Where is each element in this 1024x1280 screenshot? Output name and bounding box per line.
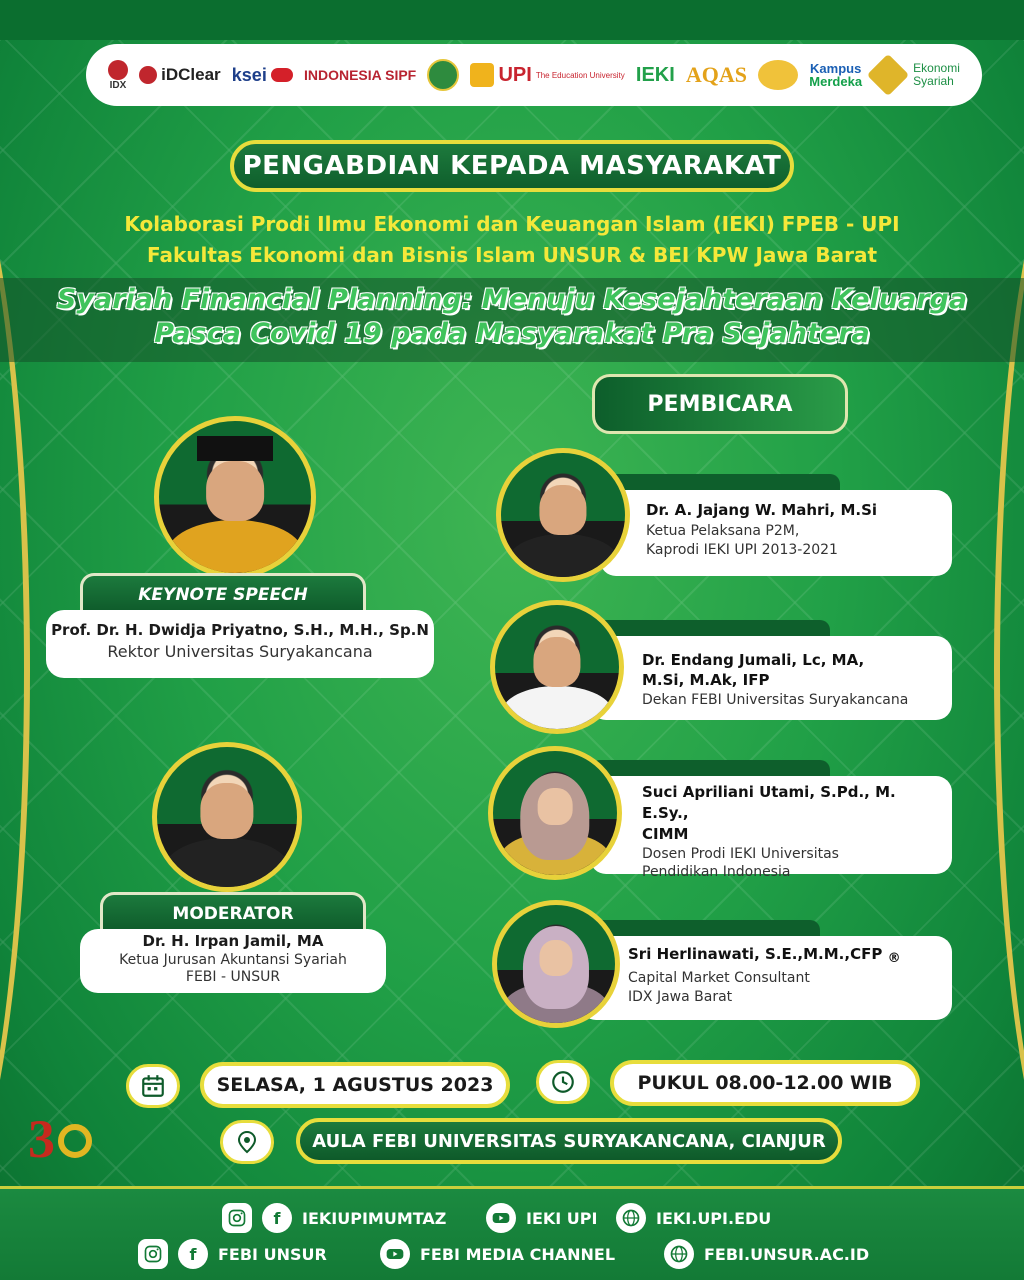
upi-logo-subtitle: The Education University [535,70,625,80]
keynote-photo-body [167,520,304,578]
moderator-photo-head [200,783,253,839]
speaker-3-name: Suci Apriliani Utami, S.Pd., M. E.Sy., [642,783,896,822]
speaker-4-role-line-1: Capital Market Consultant [628,969,810,986]
moderator-photo-body [164,838,290,892]
ieki-logo [636,64,675,87]
program-title: PENGABDIAN KEPADA MASYARAKAT [230,140,794,192]
instagram-icon [138,1239,168,1269]
ksei-logo [232,65,293,86]
speaker-3-role-line-1: Dosen Prodi IEKI Universitas [642,846,839,862]
idclear-logo [139,65,221,85]
speaker-1-photo-head [539,485,586,535]
speaker-2-card [590,636,952,720]
registered-mark: ® [887,951,901,966]
ksei-logo-text: ksei [231,64,267,85]
instagram-icon-svg [143,1244,163,1264]
globe-icon-svg [621,1208,641,1228]
globe-icon [664,1239,694,1269]
syariah-logo-text: Syariah [913,74,954,88]
anniversary-ring-icon [58,1124,92,1158]
speaker-4-photo-head [539,940,572,975]
idclear-mark-icon [139,66,157,84]
speaker-1-card [600,490,952,576]
moderator-role-line-2: FEBI - UNSUR [185,968,281,985]
moderator-card [80,929,386,993]
ieki-social-text: IEKIUPIMUMTAZ [302,1208,447,1228]
febi-social-text: FEBI UNSUR [218,1244,327,1264]
speaker-1-role-line-1: Ketua Pelaksana P2M, [646,522,800,539]
upi-logo [470,63,624,87]
ekonomi-syariah-logo [873,60,960,90]
speaker-2-photo-head [533,637,580,687]
youtube-icon-svg [491,1208,511,1228]
upi-logo-text: UPI [498,63,532,86]
sipf-logo-text: INDONESIA SIPF [303,67,417,83]
speaker-1-photo [496,448,630,582]
kampus-logo-text: Kampus [810,61,862,76]
event-place: AULA FEBI UNIVERSITAS SURYAKANCANA, CIANJUR [296,1118,842,1164]
moderator-role-line-1: Ketua Jurusan Akuntansi Syariah [119,952,347,968]
keynote-name: Prof. Dr. H. Dwidja Priyatno, S.H., M.H., Sp.N [51,621,429,639]
globe-icon [616,1203,646,1233]
calendar-icon [126,1064,180,1108]
ieki-youtube-link[interactable] [486,1203,597,1233]
kampus-merdeka-logo [809,62,862,88]
globe-icon-svg [669,1244,689,1264]
graduation-cap-icon [197,436,273,460]
ieki-website-text: IEKI.UPI.EDU [656,1208,772,1228]
speaker-3-role-line-2: Pendidikan Indonesia [642,864,791,881]
speaker-3-photo-head [538,788,573,825]
anniversary-emblem [24,1090,124,1176]
social-footer [0,1186,1024,1280]
unggul-badge-icon [758,60,798,90]
ieki-website-link[interactable] [616,1203,771,1233]
idclear-logo-text: iDClear [161,65,221,84]
speakers-label: PEMBICARA [592,374,848,434]
youtube-icon [486,1203,516,1233]
speaker-2-photo-body [501,686,613,734]
idx-logo-text: IDX [109,79,127,91]
speaker-1-name: Dr. A. Jajang W. Mahri, M.Si [646,501,878,519]
ieki-social-handle[interactable] [222,1203,446,1233]
moderator-photo [152,742,302,892]
keynote-card [46,610,434,678]
instagram-icon-svg [227,1208,247,1228]
facebook-icon: f [262,1203,292,1233]
sipf-logo [304,67,416,83]
top-band [0,0,1024,40]
facebook-icon: f [178,1239,208,1269]
merdeka-logo-text: Merdeka [809,74,863,89]
febi-social-handle[interactable] [138,1239,327,1269]
keynote-photo-head [206,461,264,522]
ekonomi-syariah-mark-icon [867,54,909,96]
speaker-4-name [628,944,940,969]
febi-website-link[interactable] [664,1239,869,1269]
speaker-1-photo-body [507,534,619,582]
febi-youtube-link[interactable] [380,1239,615,1269]
speaker-3-photo [488,746,622,880]
aqas-logo-text: AQAS [685,62,748,87]
collaboration-line-1: Kolaborasi Prodi Ilmu Ekonomi dan Keuangan Islam (IEKI) FPEB - UPI [124,212,900,236]
febi-website-text: FEBI.UNSUR.AC.ID [704,1244,870,1264]
speaker-4-name-text: Sri Herlinawati, S.E.,M.M.,CFP [628,945,883,963]
clock-icon-svg [550,1069,576,1095]
idx-logo [108,60,128,91]
sponsor-logo-bar [86,44,982,106]
febi-youtube-text: FEBI MEDIA CHANNEL [420,1244,616,1264]
speaker-4-photo [492,900,620,1028]
speaker-4-role-line-2: IDX Jawa Barat [628,989,733,1006]
moderator-name: Dr. H. Irpan Jamil, MA [142,932,324,950]
speaker-3-name-line-2: CIMM [642,825,689,843]
anniversary-number-graphic: 3 [28,1109,55,1169]
speaker-2-name: Dr. Endang Jumali, Lc, MA, [642,651,865,669]
youtube-icon-svg [385,1244,405,1264]
idx-mark-icon [108,60,128,80]
theme-title-line-1: Syariah Financial Planning: Menuju Kesejahteraan Keluarga [56,284,968,315]
unggul-logo [758,60,798,90]
aqas-logo [686,62,747,88]
instagram-icon [222,1203,252,1233]
keynote-photo [154,416,316,578]
speaker-4-card [580,936,952,1020]
speaker-2-role: Dekan FEBI Universitas Suryakancana [642,691,909,708]
ieki-logo-text: IEKI [635,63,675,86]
keynote-label: KEYNOTE SPEECH [80,573,366,613]
upi-mark-icon [470,63,494,87]
theme-title-line-2: Pasca Covid 19 pada Masyarakat Pra Sejahtera [154,318,870,349]
keynote-role: Rektor Universitas Suryakancana [107,642,373,661]
calendar-icon-svg [140,1073,166,1099]
speaker-1-role-line-2: Kaprodi IEKI UPI 2013-2021 [646,542,838,559]
unsur-emblem-logo [427,59,459,91]
ksei-mark-icon [271,68,293,82]
speaker-2-photo [490,600,624,734]
event-date: SELASA, 1 AGUSTUS 2023 [200,1062,510,1108]
collaboration-line-2: Fakultas Ekonomi dan Bisnis Islam UNSUR & BEI KPW Jawa Barat [147,243,877,267]
event-time: PUKUL 08.00-12.00 WIB [610,1060,920,1106]
location-icon [220,1120,274,1164]
speaker-3-card [590,776,952,881]
ieki-youtube-text: IEKI UPI [526,1208,598,1228]
location-icon-svg [235,1129,259,1155]
unsur-emblem-icon [427,59,459,91]
youtube-icon [380,1239,410,1269]
speaker-2-name-line-2: M.Si, M.Ak, IFP [642,671,770,690]
ekonomi-logo-text: Ekonomi [913,60,960,75]
moderator-label: MODERATOR [100,892,366,932]
clock-icon [536,1060,590,1104]
